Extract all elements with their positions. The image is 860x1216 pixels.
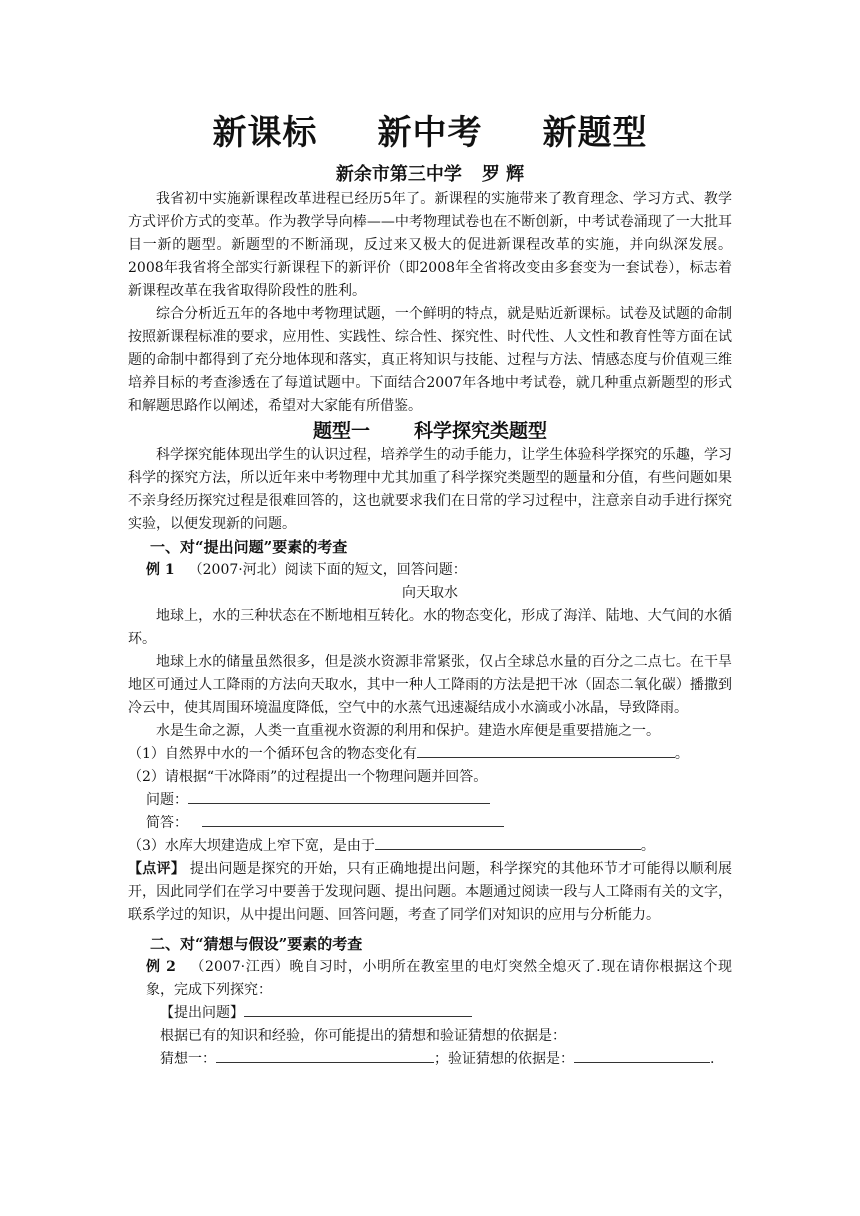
section-heading — [128, 418, 732, 444]
section-label: 题型一 — [312, 420, 370, 442]
question-3-period: 。 — [640, 838, 655, 854]
guess-1-line — [160, 1048, 732, 1071]
example-1-label: 例 1 — [146, 562, 175, 578]
comment-text: 提出问题是探究的开始，只有正确地提出问题，科学探究的其他环节才可能得以顺利展开，因此同学们在学习中要善于发现问题、提出问题。本题通过阅读一段与人工降雨有关的文字，联系学过的知识，从中提出问题、回答问题，考查了同学们对知识的应用与分析能力。 — [128, 861, 733, 923]
example-1 — [146, 559, 732, 582]
comment — [128, 858, 732, 927]
page-title — [0, 105, 860, 154]
passage-paragraph-3: 水是生命之源，人类一直重视水资源的利用和保护。建造水库便是重要措施之一。 — [156, 723, 660, 739]
answer-blank-2[interactable] — [202, 812, 504, 827]
title-part-2: 新中考 — [377, 113, 483, 153]
author-name: 罗 辉 — [481, 164, 525, 185]
comment-label: 【点评】 — [128, 861, 186, 877]
ask-question-line — [160, 1002, 732, 1025]
intro-paragraph-2: 综合分析近五年的各地中考物理试题，一个鲜明的特点，就是贴近新课标。试卷及试题的命制按照新课程标准的要求，应用性、实践性、综合性、探究性、时代性、人文性和教育性等方面在试题的命制中都得到了充分地体现和落实，真正将知识与技能、过程与方法、情感态度与价值观三维培养目标的考查渗透在了每道试题中。下面结合2007年各地中考试卷，就几种重点新题型的形式和解题思路作以阐述，希望对大家能有所借鉴。 — [128, 306, 732, 414]
passage-title: 向天取水 — [402, 585, 458, 601]
author-line — [0, 160, 860, 186]
guess-1-blank[interactable] — [216, 1048, 434, 1063]
question-3-text: （3）水库大坝建造成上窄下宽，是由于 — [128, 838, 375, 854]
question-blank[interactable] — [188, 789, 490, 804]
basis-text: 根据已有的知识和经验，你可能提出的猜想和验证猜想的依据是： — [160, 1028, 566, 1044]
question-label: 问题： — [146, 792, 188, 808]
question-2-ask — [146, 789, 732, 812]
ask-question-label: 【提出问题】 — [160, 1005, 244, 1021]
passage-paragraph-1: 地球上，水的三种状态在不断地相互转化。水的物态变化，形成了海洋、陆地、大气间的水循环。 — [128, 608, 732, 647]
subsection-heading-1: 一、对“提出问题”要素的考查 — [150, 538, 348, 556]
example-2 — [146, 956, 732, 1002]
intro-paragraph-1: 我省初中实施新课程改革进程已经历5年了。新课程的实施带来了教育理念、学习方式、教学方式评价方式的变革。作为教学导向棒——中考物理试卷也在不断创新，中考试卷涌现了一大批耳目一新的题型。新题型的不断涌现，反过来又极大的促进新课程改革的实施，并向纵深发展。2008年我省将全部实行新课程下的新评价（即2008年全省将改变由多套变为一套试卷），标志着新课程改革在我省取得阶段性的胜利。 — [128, 191, 732, 299]
section-name: 科学探究类题型 — [414, 420, 548, 442]
verify-label: ；验证猜想的依据是： — [434, 1051, 574, 1067]
passage-paragraph-2: 地球上水的储量虽然很多，但是淡水资源非常紧张，仅占全球总水量的百分之二点七。在干旱地区可通过人工降雨的方法向天取水，其中一种人工降雨的方法是把干冰（固态二氧化碳）播撒到冷云中，使其周围环境温度降低，空气中的水蒸气迅速凝结成小水滴或小冰晶，导致降雨。 — [128, 654, 732, 716]
title-part-3: 新题型 — [542, 113, 648, 153]
example-1-text: （2007·河北）阅读下面的短文，回答问题： — [188, 562, 467, 578]
verify-blank[interactable] — [574, 1048, 710, 1063]
example-2-text: （2007·江西）晚自习时，小明所在教室里的电灯突然全熄灭了.现在请你根据这个现象，完成下列探究： — [146, 959, 732, 998]
document-body — [128, 188, 732, 1071]
author-school: 新余市第三中学 — [335, 164, 462, 185]
example-2-label: 例 2 — [146, 959, 176, 975]
question-2-answer — [146, 812, 732, 835]
question-2: （2）请根据“干冰降雨”的过程提出一个物理问题并回答。 — [128, 769, 488, 785]
question-3 — [128, 835, 732, 858]
guess-1-label: 猜想一： — [160, 1051, 216, 1067]
guess-1-end: . — [710, 1051, 715, 1067]
question-1-period: 。 — [674, 746, 689, 762]
section-intro: 科学探究能体现出学生的认识过程，培养学生的动手能力，让学生体验科学探究的乐趣，学习科学的探究方法，所以近年来中考物理中尤其加重了科学探究类题型的题量和分值，有些问题如果不亲身经历探究过程是很难回答的，这也就要求我们在日常的学习过程中，注意亲自动手进行探究实验，以便发现新的问题。 — [128, 447, 732, 532]
subsection-heading-2: 二、对“猜想与假设”要素的考查 — [150, 935, 363, 953]
question-1 — [128, 743, 732, 766]
answer-blank-1[interactable] — [417, 743, 675, 758]
answer-blank-3[interactable] — [375, 835, 641, 850]
answer-label: 简答： — [146, 815, 188, 831]
title-part-1: 新课标 — [212, 113, 318, 153]
ask-question-blank[interactable] — [244, 1002, 472, 1017]
question-1-text: （1）自然界中水的一个循环包含的物态变化有 — [128, 746, 417, 762]
